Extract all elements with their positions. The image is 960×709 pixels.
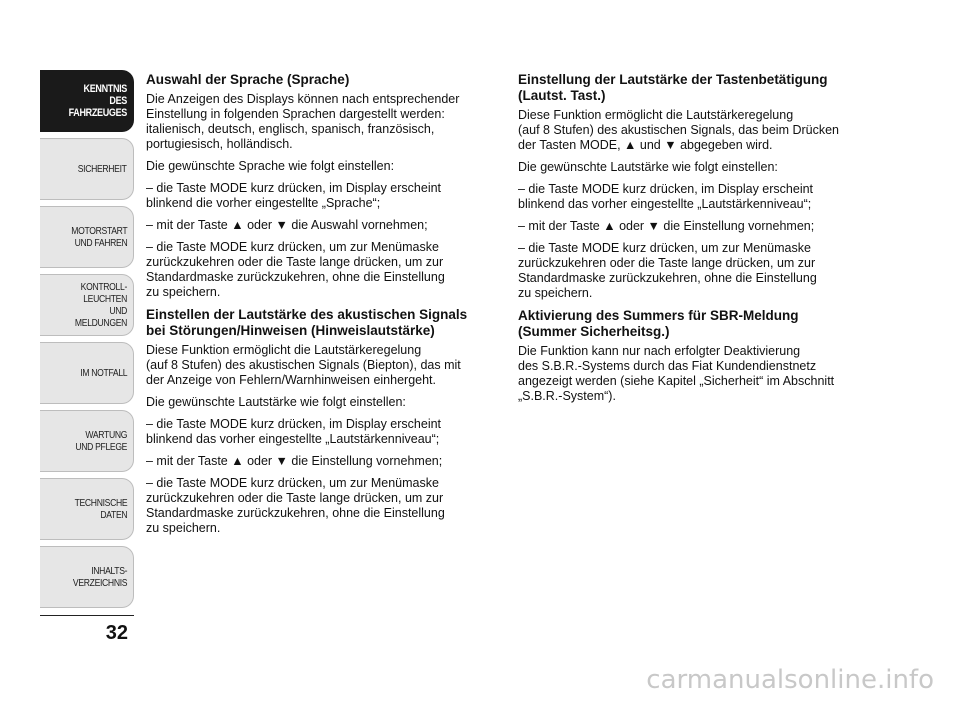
tab-label: INHALTS- VERZEICHNIS	[72, 565, 127, 589]
paragraph: – mit der Taste ▲ oder ▼ die Auswahl vornehmen;	[146, 218, 428, 232]
tab-label: MOTORSTART UND FAHREN	[70, 225, 127, 249]
tab-label: KENNTNIS DES FAHRZEUGES	[68, 83, 127, 119]
tab-technische-daten[interactable]	[40, 478, 134, 540]
tab-label: TECHNISCHE DATEN	[74, 497, 127, 521]
watermark: carmanualsonline.info	[646, 665, 934, 695]
tab-sicherheit[interactable]	[40, 138, 134, 200]
section-heading-sprache: Auswahl der Sprache (Sprache)	[146, 72, 350, 87]
paragraph: Die Funktion kann nur nach erfolgter Deaktivierung des S.B.R.-Systems durch das Fiat Kundendienstnetz angezeigt werden (siehe Kapitel „Sicherheit“ im Abschnitt „S.B.R.-System“).	[518, 344, 835, 403]
paragraph: Diese Funktion ermöglicht die Lautstärkeregelung (auf 8 Stufen) des akustischen Signals, das beim Drücken der Tasten MODE, ▲ und ▼ abgegeben wird.	[518, 108, 840, 152]
tab-kenntnis-des-fahrzeuges[interactable]	[40, 70, 134, 132]
tab-label: SICHERHEIT	[78, 163, 127, 175]
paragraph: – die Taste MODE kurz drücken, im Display erscheint blinkend das vorher eingestellte „Lautstärkenniveau“;	[518, 182, 814, 211]
tab-kontrollleuchten-und-meldungen[interactable]	[40, 274, 134, 336]
page-number: 32	[105, 622, 128, 644]
page-number-divider	[40, 615, 134, 616]
paragraph: Die gewünschte Sprache wie folgt einstellen:	[146, 159, 395, 173]
paragraph: Die gewünschte Lautstärke wie folgt einstellen:	[146, 395, 406, 409]
paragraph: Die Anzeigen des Displays können nach entsprechender Einstellung in folgenden Sprachen dargestellt werden: italienisch, deutsch, englisch, spanisch, französisch, portugiesisch, holländisch.	[146, 92, 460, 151]
paragraph: – mit der Taste ▲ oder ▼ die Einstellung vornehmen;	[146, 454, 443, 468]
paragraph: – mit der Taste ▲ oder ▼ die Einstellung vornehmen;	[518, 219, 815, 233]
section-heading-hinweislautstaerke: Einstellen der Lautstärke des akustischen Signals bei Störungen/Hinweisen (Hinweislautstärke)	[146, 307, 468, 338]
tab-label: IM NOTFALL	[80, 367, 127, 379]
tab-label: KONTROLL- LEUCHTEN UND MELDUNGEN	[74, 281, 127, 329]
tab-wartung-und-pflege[interactable]	[40, 410, 134, 472]
section-heading-tastenlautstaerke: Einstellung der Lautstärke der Tastenbetätigung (Lautst. Tast.)	[518, 72, 828, 103]
paragraph: – die Taste MODE kurz drücken, um zur Menümaske zurückzukehren oder die Taste lange drücken, um zur Standardmaske zurückzukehren, ohne die Einstellung zu speichern.	[518, 241, 817, 300]
right-column	[518, 72, 868, 411]
section-heading-summer-sbr: Aktivierung des Summers für SBR-Meldung (Summer Sicherheitsg.)	[518, 308, 799, 339]
tab-im-notfall[interactable]	[40, 342, 134, 404]
tab-label: WARTUNG UND PFLEGE	[75, 429, 127, 453]
left-column	[146, 72, 496, 543]
tab-motorstart-und-fahren[interactable]	[40, 206, 134, 268]
paragraph: – die Taste MODE kurz drücken, im Display erscheint blinkend die vorher eingestellte „Sprache“;	[146, 181, 442, 210]
chapter-sidebar	[40, 70, 134, 614]
paragraph: – die Taste MODE kurz drücken, im Display erscheint blinkend das vorher eingestellte „Lautstärkenniveau“;	[146, 417, 442, 446]
tab-inhaltsverzeichnis[interactable]	[40, 546, 134, 608]
paragraph: Die gewünschte Lautstärke wie folgt einstellen:	[518, 160, 778, 174]
paragraph: Diese Funktion ermöglicht die Lautstärkeregelung (auf 8 Stufen) des akustischen Signals (Biepton), das mit der Anzeige von Fehlern/Warnhinweisen einhergeht.	[146, 343, 461, 387]
paragraph: – die Taste MODE kurz drücken, um zur Menümaske zurückzukehren oder die Taste lange drücken, um zur Standardmaske zurückzukehren, ohne die Einstellung zu speichern.	[146, 476, 445, 535]
paragraph: – die Taste MODE kurz drücken, um zur Menümaske zurückzukehren oder die Taste lange drücken, um zur Standardmaske zurückzukehren, ohne die Einstellung zu speichern.	[146, 240, 445, 299]
